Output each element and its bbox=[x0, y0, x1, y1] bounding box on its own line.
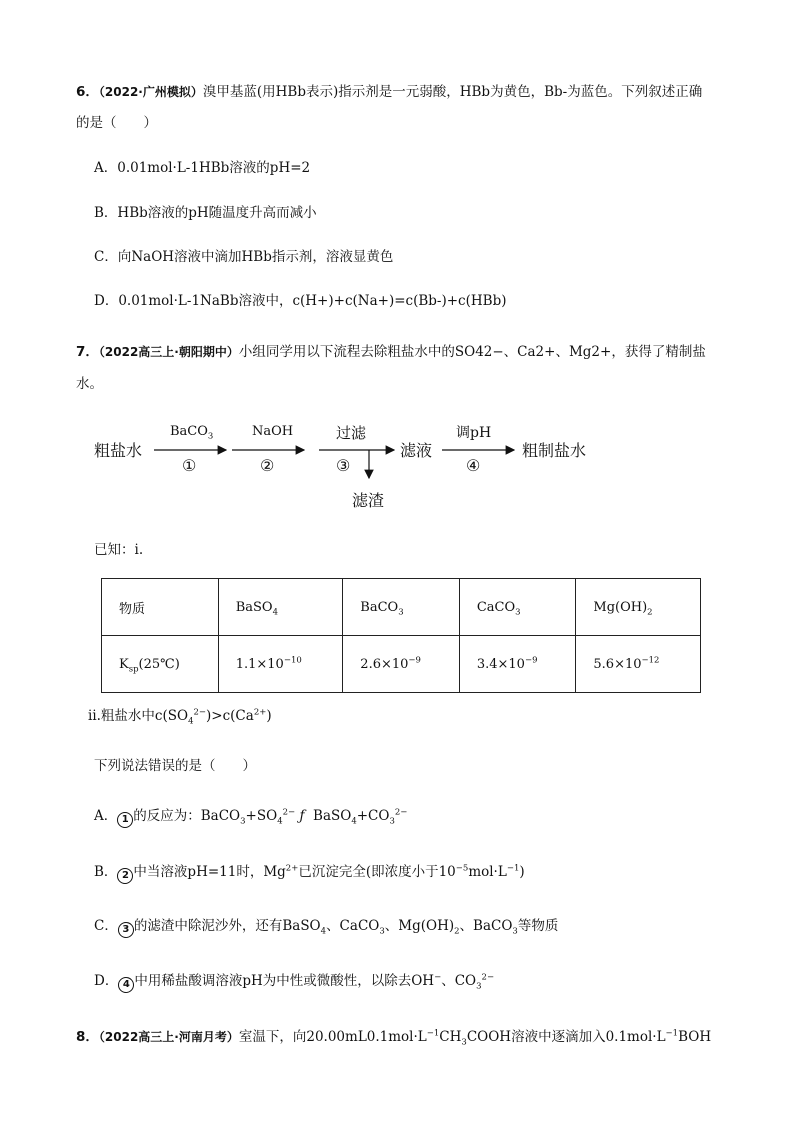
flow-step1-reagent: BaCO$_3$ bbox=[170, 424, 214, 442]
flow-start: 粗盐水 bbox=[94, 441, 143, 460]
table-cell: $1.1\times 10^{-10}$ bbox=[218, 636, 343, 693]
table-cell: $Mg(OH)_2$ bbox=[576, 579, 701, 636]
question-number: 7． bbox=[76, 344, 99, 360]
q6-stem-text: 溴甲基蓝(用HBb表示)指示剂是一元弱酸，HBb为黄色，Bb-为蓝色。下列叙述正确 bbox=[202, 84, 703, 100]
q6-stem-line1 bbox=[76, 82, 702, 102]
q6-stem-line2: 的是（ ） bbox=[76, 115, 157, 131]
q6-option-a: A．0.01mol·L-1HBb溶液的pH=2 bbox=[94, 160, 311, 176]
flow-step3-reagent: 过滤 bbox=[336, 424, 367, 442]
table-cell: BaCO$_3$ bbox=[343, 579, 460, 636]
table-cell: CaCO$_3$ bbox=[459, 579, 576, 636]
q7-known-label: 已知：ⅰ. bbox=[94, 542, 144, 558]
q7-option-b: B． 2 中当溶液pH=11时，$Mg^{2+}$已沉淀完全(即浓度小于$10^{-5}mol\cdot L^{-1}$) bbox=[94, 862, 525, 884]
table-cell: $K_{sp}(25℃)$ bbox=[102, 636, 219, 693]
q7-question: 下列说法错误的是（ ） bbox=[94, 758, 256, 774]
flow-filtrate: 滤液 bbox=[400, 441, 433, 460]
q7-option-a: A． 1 的反应为：$BaCO_3+SO_4^{2-}$ ƒ $BaSO_4+CO_3^{2-}$ bbox=[94, 807, 408, 827]
flow-step3-num: ③ bbox=[336, 456, 351, 475]
question-number: 6． bbox=[76, 84, 99, 100]
q8-stem-text: 室温下，向$20.00mL0.1mol\cdot L^{-1}CH_3COOH$溶液中逐滴加入$0.1mol\cdot L^{-1}BOH$ bbox=[238, 1028, 712, 1048]
question-source: （2022·广州模拟） bbox=[98, 85, 203, 99]
q8-stem-line1 bbox=[76, 1027, 711, 1047]
question-source: （2022高三上·河南月考） bbox=[98, 1030, 239, 1044]
q7-stem-text: 小组同学用以下流程去除粗盐水中的SO42−、Ca2+、Mg2+，获得了精制盐 bbox=[238, 344, 706, 360]
q6-option-c: C．向NaOH溶液中滴加HBb指示剂，溶液显黄色 bbox=[94, 249, 394, 265]
flow-step1-num: ① bbox=[182, 456, 197, 475]
table-row bbox=[102, 636, 701, 693]
table-cell: $3.4\times 10^{-9}$ bbox=[459, 636, 576, 693]
table-cell: BaSO$_4$ bbox=[218, 579, 343, 636]
question-source: （2022高三上·朝阳期中） bbox=[98, 345, 239, 359]
q7-known2: ⅱ.粗盐水中$c(SO_4^{2-})>c(Ca^{2+})$ bbox=[88, 707, 272, 727]
q7-option-d: D． 4 中用稀盐酸调溶液pH为中性或微酸性，以除去OH−、$CO_3^{2-}$ bbox=[94, 972, 495, 992]
flow-step2-num: ② bbox=[260, 456, 275, 475]
table-row bbox=[102, 579, 701, 636]
question-number: 8． bbox=[76, 1029, 99, 1045]
q6-option-b: B．HBb溶液的pH随温度升高而减小 bbox=[94, 205, 317, 221]
flow-step2-reagent: NaOH bbox=[252, 424, 294, 439]
table-cell: 物质 bbox=[102, 579, 219, 636]
q7-option-c: C． 3 的滤渣中除泥沙外，还有BaSO$_4$、CaCO$_3$、$Mg(OH)_2$、BaCO$_3$等物质 bbox=[94, 918, 559, 937]
process-flow-diagram bbox=[94, 420, 654, 520]
q7-stem-line2: 水。 bbox=[76, 376, 103, 392]
table-cell: $2.6\times 10^{-9}$ bbox=[343, 636, 460, 693]
table-cell: $5.6\times 10^{-12}$ bbox=[576, 636, 701, 693]
q7-stem-line1 bbox=[76, 342, 706, 362]
flow-step4-reagent: 调pH bbox=[456, 425, 492, 441]
flow-end: 粗制盐水 bbox=[522, 441, 587, 460]
q6-option-d: D．0.01mol·L-1NaBb溶液中，c(H+)+c(Na+)=c(Bb-)+c(HBb) bbox=[94, 293, 507, 309]
ksp-table bbox=[101, 578, 701, 693]
flow-step4-num: ④ bbox=[466, 456, 481, 475]
flow-residue: 滤渣 bbox=[352, 491, 385, 510]
